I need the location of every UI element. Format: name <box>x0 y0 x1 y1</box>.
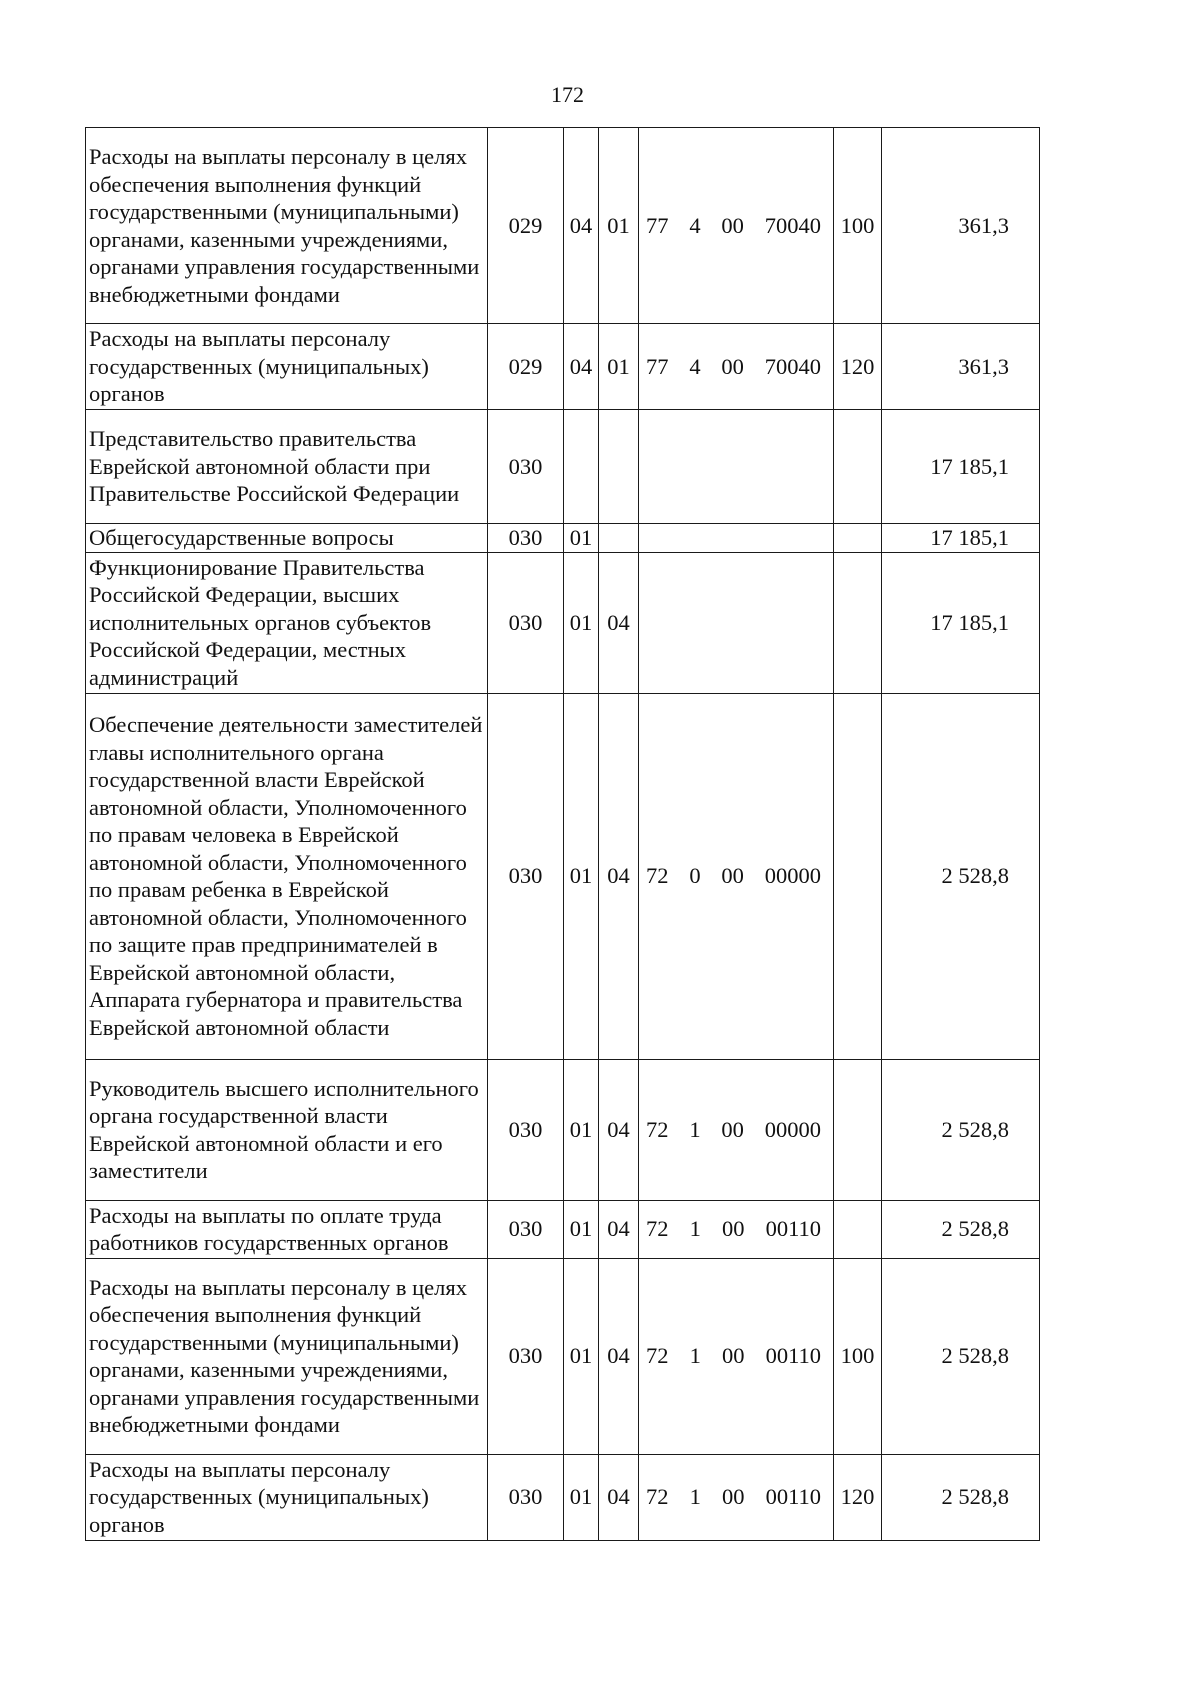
row-section-code: 01 <box>564 693 599 1059</box>
row-target-article <box>639 1059 834 1200</box>
csr-event: 00 <box>721 1343 745 1369</box>
row-target-article <box>639 1454 834 1540</box>
row-ved-code: 030 <box>488 410 564 524</box>
csr-subprogram: 1 <box>689 1216 701 1242</box>
row-subsection-code <box>599 410 639 524</box>
row-expense-type <box>834 1200 882 1258</box>
row-target-article <box>639 324 834 410</box>
row-expense-type <box>834 410 882 524</box>
table-row <box>86 128 1040 324</box>
row-ved-code: 030 <box>488 1454 564 1540</box>
csr-program: 72 <box>646 1116 669 1142</box>
budget-table <box>85 127 1040 1541</box>
row-target-article <box>639 1200 834 1258</box>
row-expense-type <box>834 552 882 693</box>
csr-subprogram: 4 <box>689 212 701 238</box>
row-amount: 17 185,1 <box>882 410 1040 524</box>
row-expense-type: 100 <box>834 128 882 324</box>
row-target-article <box>639 524 834 553</box>
row-amount: 17 185,1 <box>882 524 1040 553</box>
row-name: Расходы на выплаты персоналу государственных (муниципальных) органов <box>86 1454 488 1540</box>
row-expense-type: 100 <box>834 1258 882 1454</box>
row-amount: 2 528,8 <box>882 693 1040 1059</box>
row-target-article <box>639 693 834 1059</box>
row-expense-type <box>834 693 882 1059</box>
row-ved-code: 029 <box>488 324 564 410</box>
row-section-code: 01 <box>564 1059 599 1200</box>
row-expense-type <box>834 524 882 553</box>
csr-direction: 00110 <box>765 1343 821 1369</box>
row-subsection-code: 01 <box>599 128 639 324</box>
csr-direction: 70040 <box>764 212 821 238</box>
row-target-article <box>639 552 834 693</box>
row-subsection-code: 04 <box>599 1059 639 1200</box>
row-target-article <box>639 410 834 524</box>
row-ved-code: 030 <box>488 1059 564 1200</box>
csr-direction: 00000 <box>764 1116 821 1142</box>
row-ved-code: 030 <box>488 1200 564 1258</box>
table-row <box>86 1059 1040 1200</box>
csr-event: 00 <box>721 1484 745 1510</box>
csr-program: 77 <box>646 353 669 379</box>
row-amount: 2 528,8 <box>882 1454 1040 1540</box>
row-name: Общегосударственные вопросы <box>86 524 488 553</box>
table-row <box>86 324 1040 410</box>
csr-subprogram: 4 <box>689 353 701 379</box>
csr-program: 72 <box>646 863 669 889</box>
csr-subprogram: 1 <box>689 1484 701 1510</box>
row-name: Руководитель высшего исполнительного органа государственной власти Еврейской автономной области и его заместители <box>86 1059 488 1200</box>
csr-event: 00 <box>721 353 744 379</box>
row-ved-code: 030 <box>488 693 564 1059</box>
row-ved-code: 030 <box>488 1258 564 1454</box>
table-row <box>86 524 1040 553</box>
table-row <box>86 1258 1040 1454</box>
row-section-code: 01 <box>564 1454 599 1540</box>
row-section-code <box>564 410 599 524</box>
csr-event: 00 <box>721 1116 744 1142</box>
row-subsection-code <box>599 524 639 553</box>
csr-direction: 70040 <box>764 353 821 379</box>
csr-direction: 00000 <box>764 863 821 889</box>
row-section-code: 01 <box>564 1258 599 1454</box>
table-row <box>86 693 1040 1059</box>
table-row <box>86 1454 1040 1540</box>
table-row <box>86 552 1040 693</box>
table-row <box>86 410 1040 524</box>
row-subsection-code: 01 <box>599 324 639 410</box>
row-ved-code: 029 <box>488 128 564 324</box>
csr-subprogram: 1 <box>689 1116 701 1142</box>
row-amount: 17 185,1 <box>882 552 1040 693</box>
row-subsection-code: 04 <box>599 1454 639 1540</box>
row-amount: 2 528,8 <box>882 1258 1040 1454</box>
csr-event: 00 <box>721 1216 745 1242</box>
csr-program: 72 <box>646 1343 669 1369</box>
csr-program: 72 <box>646 1484 669 1510</box>
row-ved-code: 030 <box>488 552 564 693</box>
row-expense-type <box>834 1059 882 1200</box>
row-name: Представительство правительства Еврейской автономной области при Правительстве Российской Федерации <box>86 410 488 524</box>
row-expense-type: 120 <box>834 324 882 410</box>
row-target-article <box>639 128 834 324</box>
row-section-code: 01 <box>564 1200 599 1258</box>
row-section-code: 01 <box>564 552 599 693</box>
row-section-code: 01 <box>564 524 599 553</box>
row-amount: 2 528,8 <box>882 1200 1040 1258</box>
csr-subprogram: 0 <box>689 863 701 889</box>
csr-program: 77 <box>646 212 669 238</box>
row-section-code: 04 <box>564 324 599 410</box>
csr-direction: 00110 <box>765 1484 821 1510</box>
csr-event: 00 <box>721 863 744 889</box>
row-expense-type: 120 <box>834 1454 882 1540</box>
row-subsection-code: 04 <box>599 1258 639 1454</box>
row-name: Расходы на выплаты персоналу в целях обеспечения выполнения функций государственными (муниципальными) органами, казенными учреждениями, органами управления государственными внебюджетными фондами <box>86 128 488 324</box>
row-name: Расходы на выплаты персоналу в целях обеспечения выполнения функций государственными (муниципальными) органами, казенными учреждениями, органами управления государственными внебюджетными фондами <box>86 1258 488 1454</box>
row-subsection-code: 04 <box>599 1200 639 1258</box>
row-amount: 361,3 <box>882 128 1040 324</box>
budget-table-body <box>86 128 1040 1541</box>
csr-event: 00 <box>721 212 744 238</box>
csr-subprogram: 1 <box>689 1343 701 1369</box>
row-name: Расходы на выплаты персоналу государственных (муниципальных) органов <box>86 324 488 410</box>
row-amount: 361,3 <box>882 324 1040 410</box>
table-row <box>86 1200 1040 1258</box>
row-name: Функционирование Правительства Российской Федерации, высших исполнительных органов субъектов Российской Федерации, местных администраций <box>86 552 488 693</box>
row-subsection-code: 04 <box>599 693 639 1059</box>
row-amount: 2 528,8 <box>882 1059 1040 1200</box>
row-name: Обеспечение деятельности заместителей главы исполнительного органа государственной власти Еврейской автономной области, Уполномоченного по правам человека в Еврейской автономной области, Уполномоченного по правам ребенка в Еврейской автономной области, Уполномоченного по защите прав предпринимателей в Еврейской автономной области, Аппарата губернатора и правительства Еврейской автономной области <box>86 693 488 1059</box>
row-subsection-code: 04 <box>599 552 639 693</box>
row-name: Расходы на выплаты по оплате труда работников государственных органов <box>86 1200 488 1258</box>
csr-program: 72 <box>646 1216 669 1242</box>
row-ved-code: 030 <box>488 524 564 553</box>
row-target-article <box>639 1258 834 1454</box>
page-number: 172 <box>551 82 584 107</box>
csr-direction: 00110 <box>765 1216 821 1242</box>
row-section-code: 04 <box>564 128 599 324</box>
